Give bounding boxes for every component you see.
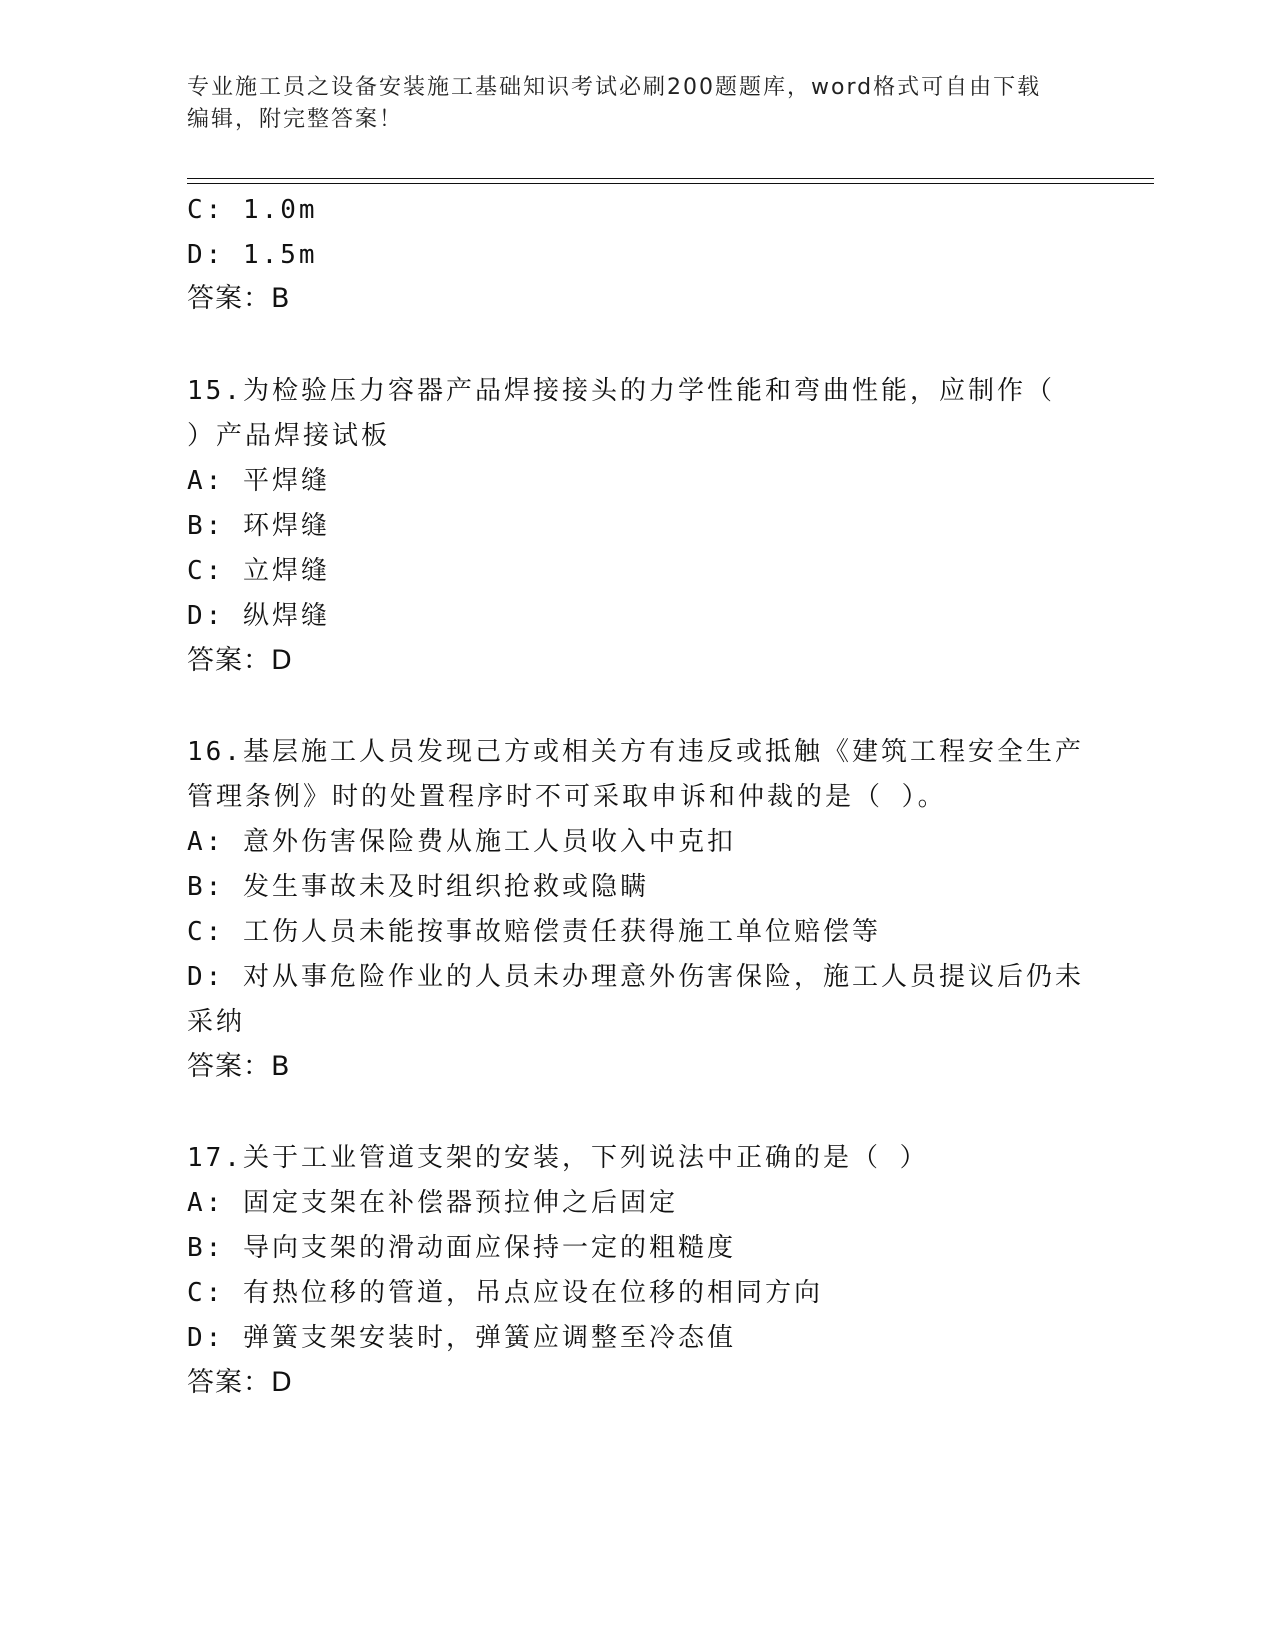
q16-stem-line-1: 16.基层施工人员发现己方或相关方有违反或抵触《建筑工程安全生产 xyxy=(187,737,1084,767)
document-header xyxy=(187,72,1087,136)
q17-option-d: D: 弹簧支架安装时，弹簧应调整至冷态值 xyxy=(187,1323,736,1353)
q17-stem-line-1: 17.关于工业管道支架的安装，下列说法中正确的是（ ） xyxy=(187,1143,929,1173)
q16-option-d-line-2: 采纳 xyxy=(187,1007,246,1037)
q15-stem-line-2: ）产品焊接试板 xyxy=(187,421,391,451)
q15-option-b: B: 环焊缝 xyxy=(187,511,330,541)
q16-option-d-line-1: D: 对从事危险作业的人员未办理意外伤害保险，施工人员提议后仍未 xyxy=(187,962,1084,992)
q16-option-b: B: 发生事故未及时组织抢救或隐瞒 xyxy=(187,872,649,902)
q16-answer: 答案：B xyxy=(187,1051,291,1082)
q16-option-c: C: 工伤人员未能按事故赔偿责任获得施工单位赔偿等 xyxy=(187,917,881,947)
q14-answer: 答案：B xyxy=(187,283,291,314)
q15-stem-line-1: 15.为检验压力容器产品焊接接头的力学性能和弯曲性能，应制作（ xyxy=(187,376,1055,406)
header-rule-top xyxy=(187,178,1154,179)
header-rule-bottom xyxy=(187,183,1154,184)
q14-option-c: C: 1.0m xyxy=(187,195,318,225)
q15-option-d: D: 纵焊缝 xyxy=(187,601,330,631)
q17-option-c: C: 有热位移的管道，吊点应设在位移的相同方向 xyxy=(187,1278,823,1308)
q14-option-d: D: 1.5m xyxy=(187,240,318,270)
q15-answer: 答案：D xyxy=(187,645,293,676)
q17-option-a: A: 固定支架在补偿器预拉伸之后固定 xyxy=(187,1188,678,1218)
q17-answer: 答案：D xyxy=(187,1367,293,1398)
q16-stem-line-2: 管理条例》时的处置程序时不可采取申诉和仲裁的是（ ）。 xyxy=(187,782,947,812)
q17-option-b: B: 导向支架的滑动面应保持一定的粗糙度 xyxy=(187,1233,736,1263)
q15-option-c: C: 立焊缝 xyxy=(187,556,330,586)
q15-option-a: A: 平焊缝 xyxy=(187,466,330,496)
header-line-2: 编辑，附完整答案！ xyxy=(187,107,404,132)
q16-option-a: A: 意外伤害保险费从施工人员收入中克扣 xyxy=(187,827,736,857)
header-line-1: 专业施工员之设备安装施工基础知识考试必刷200题题库，word格式可自由下载 xyxy=(187,75,1042,100)
